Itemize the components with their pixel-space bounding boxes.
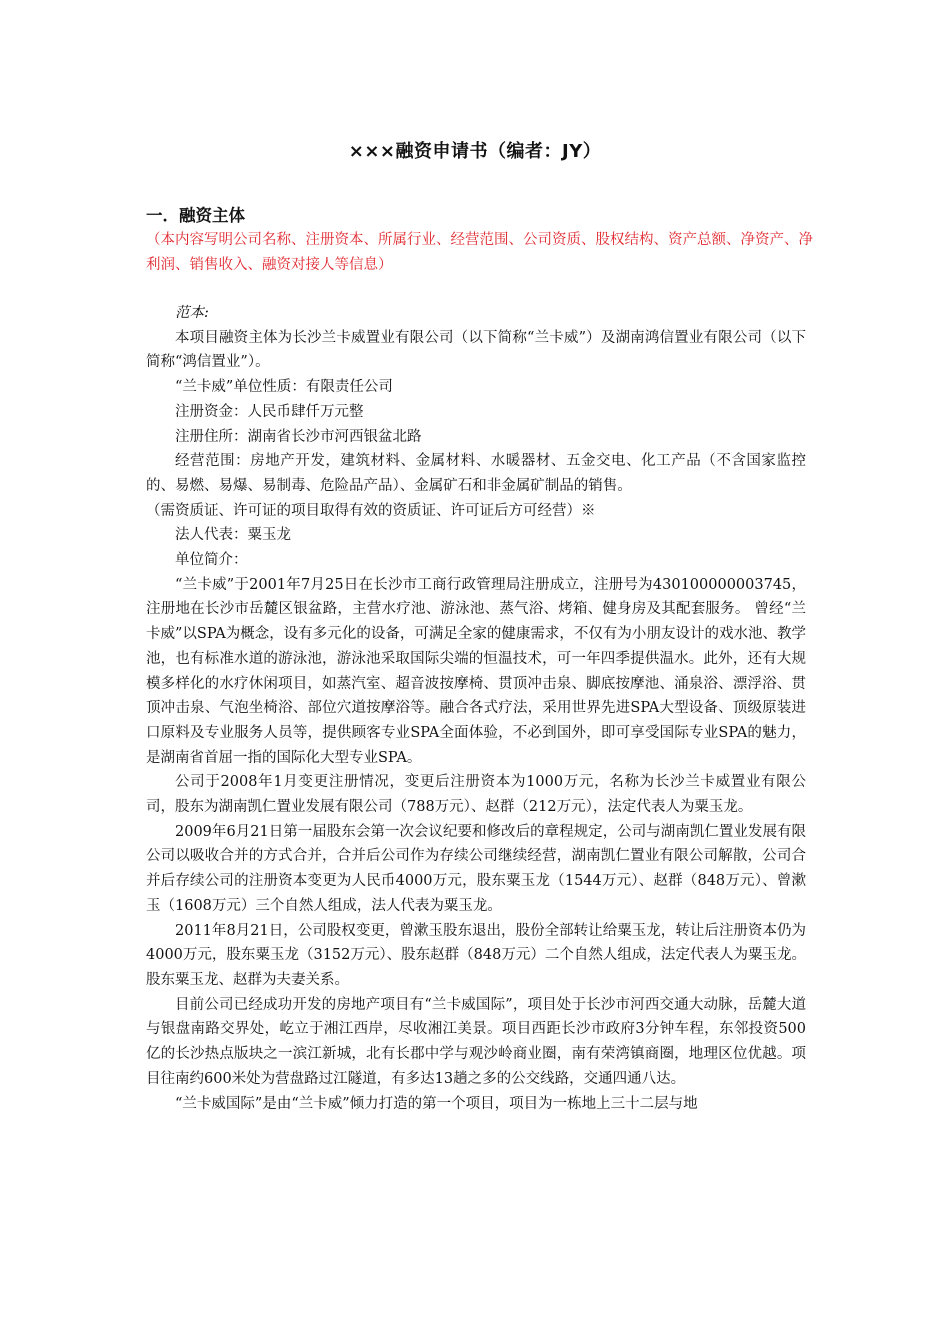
paragraph: 本项目融资主体为长沙兰卡威置业有限公司（以下简称“兰卡威”）及湖南鸿信置业有限公司（以下简称“鸿信置业”）。 <box>146 329 806 371</box>
paragraph: 2011年8月21日，公司股权变更，曾漱玉股东退出，股份全部转让给粟玉龙，转让后注册资本仍为4000万元，股东粟玉龙（3152万元）、股东赵群（848万元）二个自然人组成，法定代表人为粟玉龙。股东粟玉龙、赵群为夫妻关系。 <box>146 922 806 988</box>
section-heading: 一．融资主体 <box>146 206 245 225</box>
paragraph: 注册住所：湖南省长沙市河西银盆北路 <box>175 428 422 445</box>
paragraph: 经营范围：房地产开发，建筑材料、金属材料、水暖器材、五金交电、化工产品（不含国家监控的、易燃、易爆、易制毒、危险品产品）、金属矿石和非金属矿制品的销售。 <box>146 453 806 494</box>
paragraph: 目前公司已经成功开发的房地产项目有“兰卡威国际”，项目处于长沙市河西交通大动脉，岳麓大道与银盘南路交界处，屹立于湘江西岸，尽收湘江美景。项目西距长沙市政府3分钟车程，东邻投资500亿的长沙热点版块之一滨江新城，北有长郡中学与观沙岭商业圈，南有荣湾镇商圈，地理区位优越。项目往南约600米处为营盘路过江隧道，有多达13趟之多的公交线路，交通四通八达。 <box>146 996 806 1087</box>
paragraph: 注册资金：人民币肆仟万元整 <box>175 403 364 420</box>
paragraph: 公司于2008年1月变更注册情况，变更后注册资本为1000万元，名称为长沙兰卡威置业有限公司，股东为湖南凯仁置业发展有限公司（788万元）、赵群（212万元），法定代表人为粟玉龙。 <box>146 774 806 816</box>
paragraph: “兰卡威”于2001年7月25日在长沙市工商行政管理局注册成立，注册号为430100000003745，注册地在长沙市岳麓区银盆路，主营水疗池、游泳池、蒸气浴、烤箱、健身房及其配套服务。 曾经“兰卡威”以SPA为概念，设有多元化的设备，可满足全家的健康需求，不仅有为小朋友设计的戏水池、教学池，也有标准水道的游泳池，游泳池采取国际尖端的恒温技术，可一年四季提供温水。此外，还有大规模多样化的水疗休闲项目，如蒸汽室、超音波按摩椅、贯顶冲击泉、脚底按摩池、涌泉浴、漂浮浴、贯顶冲击泉、气泡坐椅浴、部位穴道按摩浴等。融合各式疗法，采用世界先进SPA大型设备、顶级原装进口原料及专业服务人员等，提供顾客专业SPA全面体验，不必到国外，即可享受国际专业SPA的魅力，是湖南省首屈一指的国际化大型专业SPA。 <box>146 576 806 766</box>
paragraph: 2009年6月21日第一届股东会第一次会议纪要和修改后的章程规定，公司与湖南凯仁置业发展有限公司以吸收合并的方式合并，合并后公司作为存续公司继续经营，湖南凯仁置业有限公司解散，公司合并后存续公司的注册资本变更为人民币4000万元，股东粟玉龙（1544万元）、赵群（848万元）、曾漱玉（1608万元）三个自然人组成，法人代表为粟玉龙。 <box>146 823 806 914</box>
paragraph: “兰卡威国际”是由“兰卡威”倾力打造的第一个项目，项目为一栋地上三十二层与地 <box>175 1095 698 1112</box>
document-title: ×××融资申请书（编者：JY） <box>348 141 602 162</box>
paragraph: 法人代表：粟玉龙 <box>175 527 291 544</box>
document-body <box>146 301 806 1116</box>
paragraph: 单位简介： <box>175 552 248 569</box>
sample-label: 范本: <box>175 305 209 321</box>
paragraph: （需资质证、许可证的项目取得有效的资质证、许可证后方可经营）※ <box>146 502 596 519</box>
paragraph: “兰卡威”单位性质：有限责任公司 <box>175 379 393 396</box>
instruction-note: （本内容写明公司名称、注册资本、所属行业、经营范围、公司资质、股权结构、资产总额、净资产、净利润、销售收入、融资对接人等信息） <box>146 232 813 273</box>
